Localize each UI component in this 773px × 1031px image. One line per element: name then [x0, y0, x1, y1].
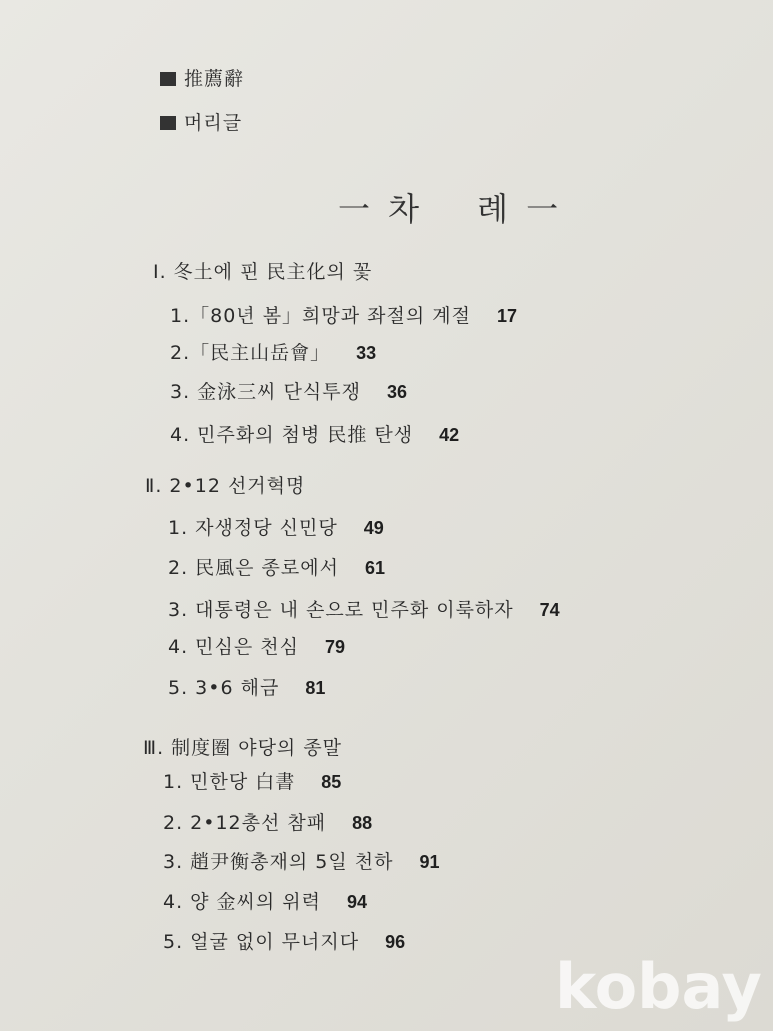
- page-number: 49: [363, 518, 384, 538]
- toc-entry: 1.「80년 봄」희망과 좌절의 계절 17: [170, 305, 517, 327]
- toc-entry: 1. 자생정당 신민당 49: [168, 517, 384, 539]
- toc-entry: 4. 민심은 천심 79: [168, 636, 346, 658]
- front-item-recommendation: 推薦辭: [160, 64, 244, 91]
- page-number: 91: [419, 852, 440, 872]
- watermark-logo: kobay: [555, 950, 762, 1023]
- square-bullet-icon: [160, 116, 176, 130]
- page-number: 74: [539, 600, 560, 620]
- page-number: 17: [496, 306, 517, 326]
- part-heading: Ⅱ. 2•12 선거혁명: [145, 475, 306, 497]
- toc-entry: 2. 2•12총선 참패 88: [163, 812, 373, 834]
- toc-entry: 4. 양 金씨의 위력 94: [163, 891, 368, 913]
- toc-entry: 3. 대통령은 내 손으로 민주화 이룩하자 74: [168, 599, 560, 621]
- page-number: 96: [385, 932, 406, 952]
- toc-entry: 5. 3•6 해금 81: [168, 677, 326, 699]
- page-number: 33: [356, 343, 377, 363]
- page-title: 一 차 례 一: [338, 190, 563, 228]
- square-bullet-icon: [160, 72, 176, 86]
- page-number: 81: [305, 678, 326, 698]
- toc-entry: 1. 민한당 白書 85: [163, 771, 342, 793]
- page-number: 94: [347, 892, 368, 912]
- part-heading: Ⅲ. 制度圈 야당의 종말: [143, 737, 343, 759]
- toc-entry: 3. 金泳三씨 단식투쟁 36: [170, 381, 408, 403]
- page-number: 79: [324, 637, 346, 657]
- toc-entry: 5. 얼굴 없이 무너지다 96: [163, 931, 406, 953]
- page-number: 88: [352, 813, 373, 833]
- page-number: 36: [386, 382, 408, 402]
- page-number: 61: [364, 558, 386, 578]
- page-number: 42: [439, 425, 460, 445]
- front-item-preface: 머리글: [160, 108, 242, 135]
- toc-entry: 4. 민주화의 첨병 民推 탄생 42: [170, 424, 460, 446]
- toc-entry: 2.「民主山岳會」 33: [170, 342, 377, 364]
- part-heading: Ⅰ. 冬土에 핀 民主化의 꽃: [153, 261, 373, 283]
- toc-entry: 3. 趙尹衡총재의 5일 천하 91: [163, 851, 440, 873]
- page-number: 85: [321, 772, 342, 792]
- toc-entry: 2. 民風은 종로에서 61: [168, 557, 386, 579]
